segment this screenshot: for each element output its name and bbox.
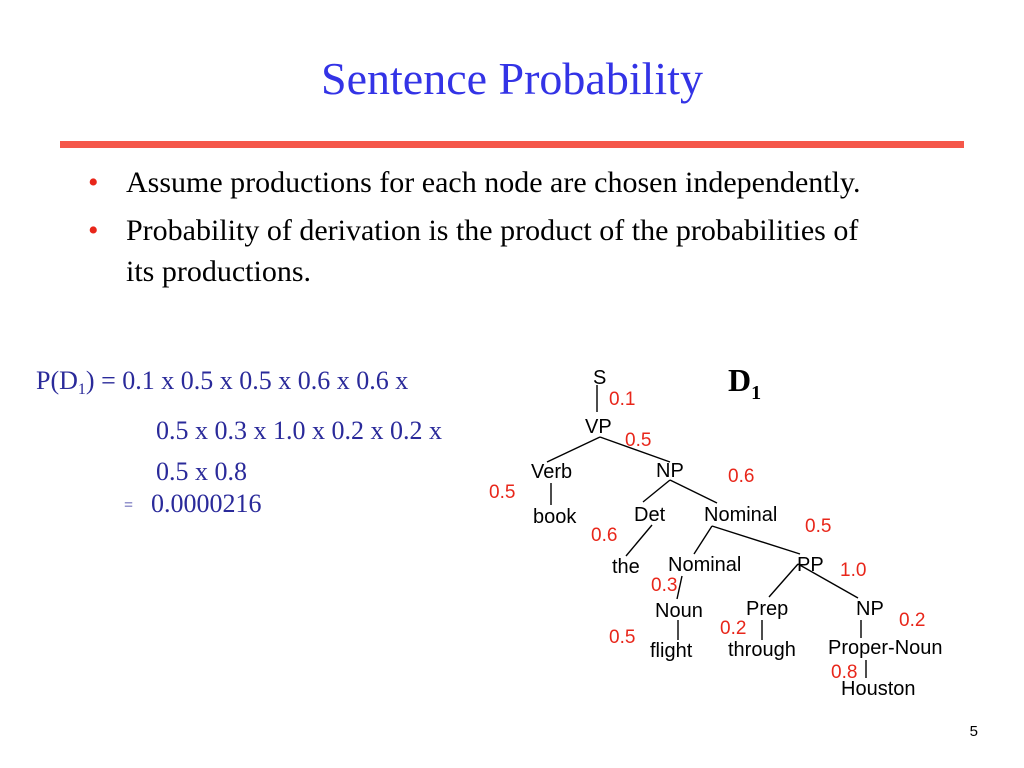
slide-title: Sentence Probability [321,53,703,104]
probability-label: 0.1 [609,389,636,410]
tree-edge [677,576,682,599]
formula-result: 0.0000216 [151,489,262,518]
probability-label: 0.5 [609,627,636,648]
tree-node-np: NP [856,598,884,620]
tree-edge [670,480,717,503]
tree-edge [712,526,800,554]
probability-label: 0.5 [625,430,652,451]
bullet-text: Assume productions for each node are chosen independently. [126,166,861,199]
tree-node-nominal: Nominal [704,504,778,526]
formula-equals-sign: = [124,497,134,514]
probability-label: 0.3 [651,575,678,596]
tree-node-pp: PP [797,554,824,576]
derivation-label-main: D [728,362,752,398]
derivation-label-subscript: 1 [751,382,762,404]
tree-node-houston: Houston [841,678,916,700]
formula-line-3: 0.5 x 0.8 [156,457,247,486]
formula-line-2: 0.5 x 0.3 x 1.0 x 0.2 x 0.2 x [156,416,442,445]
probability-label: 0.5 [489,482,516,503]
tree-node-the: the [612,556,640,578]
tree-node-np: NP [656,460,684,482]
formula-lhs-suffix: ) = 0.1 x 0.5 x 0.5 x 0.6 x 0.6 x [85,366,409,395]
tree-node-vp: VP [585,416,612,438]
tree-node-proper-noun: Proper-Noun [828,637,943,659]
bullet-text: Probability of derivation is the product of the probabilities of its productions. [126,214,859,288]
probability-label: 0.2 [899,610,926,631]
probability-label: 0.2 [720,618,747,639]
tree-node-flight: flight [650,640,693,662]
probability-label: 0.6 [591,525,618,546]
tree-node-det: Det [634,504,666,526]
tree-edge [547,437,600,462]
tree-node-book: book [533,506,577,528]
tree-node-nominal: Nominal [668,554,742,576]
tree-node-noun: Noun [655,600,703,622]
formula-lhs-prefix: P(D [36,366,78,395]
tree-node-through: through [728,639,796,661]
probability-label: 1.0 [840,560,867,581]
formula-lhs-subscript: 1 [77,381,86,398]
tree-node-prep: Prep [746,598,789,620]
probability-label: 0.8 [831,662,858,683]
tree-node-verb: Verb [531,461,573,483]
bullet-icon: • [88,166,99,199]
page-number: 5 [969,723,978,740]
tree-edge [694,526,712,554]
tree-edge [643,480,670,502]
tree-edge [769,564,798,597]
bullet-icon: • [88,214,99,247]
probability-label: 0.6 [728,466,755,487]
probability-label: 0.5 [805,516,832,537]
tree-node-s: S [593,367,607,389]
tree-edge [626,525,652,556]
